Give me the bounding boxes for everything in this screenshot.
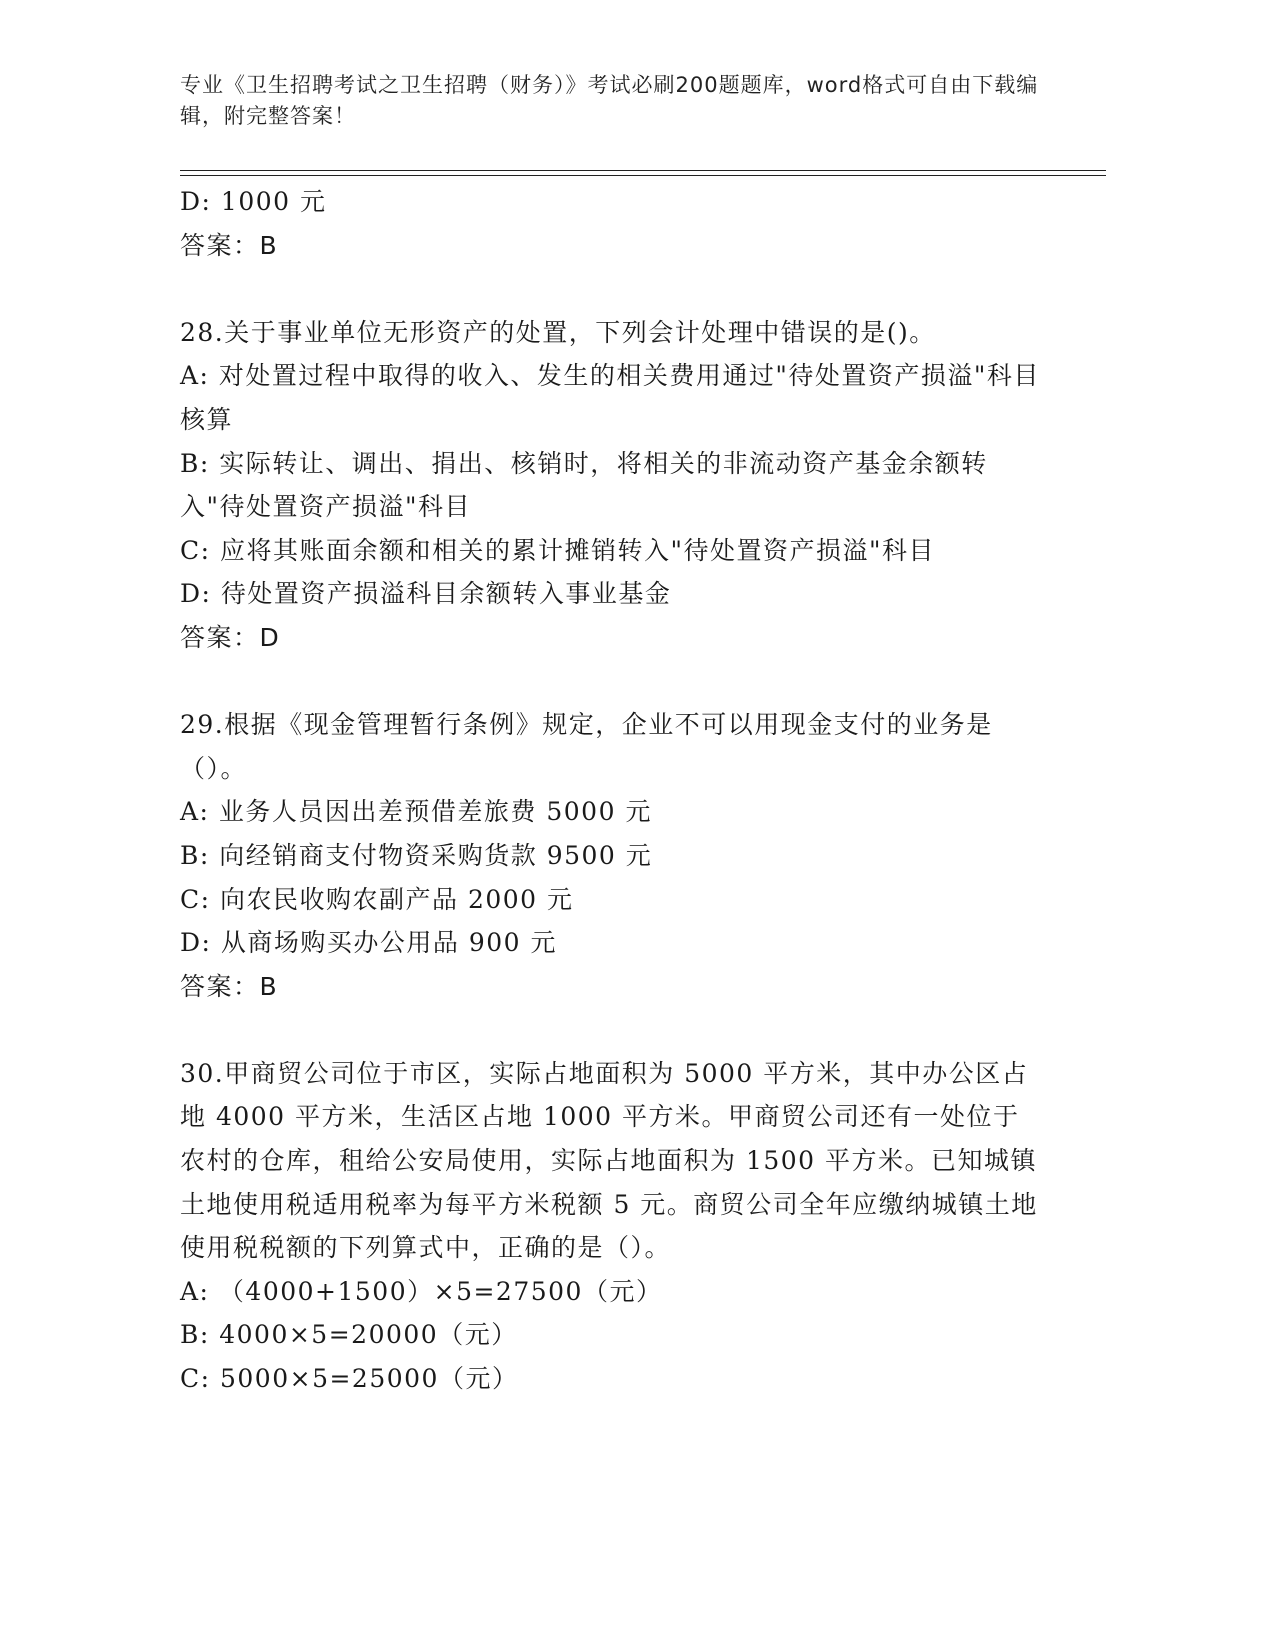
- option-a: A: （4000+1500）×5=27500（元）: [180, 1276, 663, 1306]
- spacer: [180, 267, 1040, 311]
- option-c: C: 应将其账面余额和相关的累计摊销转入"待处置资产损溢"科目: [180, 535, 935, 565]
- option-d: D: 1000 元: [180, 187, 327, 216]
- option-b: B: 向经销商支付物资采购货款 9500 元: [180, 840, 653, 870]
- spacer: [180, 660, 1040, 704]
- spacer: [180, 1008, 1040, 1052]
- option-b: B: 4000×5=20000（元）: [180, 1320, 518, 1350]
- header-rule-bottom: [180, 175, 1106, 176]
- question-29: [180, 703, 1040, 1008]
- question-stem: 30.甲商贸公司位于市区，实际占地面积为 5000 平方米，其中办公区占地 4000 平方米，生活区占地 1000 平方米。甲商贸公司还有一处位于农村的仓库，租给公安局使用，实际占地面积为 1500 平方米。已知城镇土地使用税适用税率为每平方米税额 5 元。商贸公司全年应缴纳城镇土地使用税税额的下列算式中，正确的是（）。: [180, 1058, 1038, 1263]
- question-stem: 28.关于事业单位无形资产的处置，下列会计处理中错误的是()。: [180, 317, 936, 347]
- answer-line: 答案：D: [180, 622, 281, 652]
- option-c: C: 向农民收购农副产品 2000 元: [180, 884, 574, 914]
- header-rule-top: [180, 170, 1106, 171]
- option-b: B: 实际转让、调出、捐出、核销时，将相关的非流动资产基金余额转入"待处置资产损溢"科目: [180, 448, 988, 522]
- document-body: [180, 180, 1040, 1401]
- previous-question-tail: [180, 180, 1040, 267]
- question-28: [180, 311, 1040, 660]
- option-c: C: 5000×5=25000（元）: [180, 1364, 519, 1394]
- question-stem: 29.根据《现金管理暂行条例》规定，企业不可以用现金支付的业务是（）。: [180, 710, 993, 783]
- option-a: A: 业务人员因出差预借差旅费 5000 元: [180, 797, 652, 827]
- option-d: D: 从商场购买办公用品 900 元: [180, 928, 558, 958]
- option-a: A: 对处置过程中取得的收入、发生的相关费用通过"待处置资产损溢"科目核算: [180, 361, 1040, 434]
- page-header: [180, 70, 1040, 132]
- header-text: 专业《卫生招聘考试之卫生招聘（财务）》考试必刷200题题库，word格式可自由下载编辑，附完整答案！: [180, 73, 1039, 128]
- option-d: D: 待处置资产损溢科目余额转入事业基金: [180, 579, 672, 609]
- question-30: [180, 1052, 1040, 1401]
- answer-line: 答案：B: [180, 230, 279, 260]
- answer-line: 答案：B: [180, 971, 279, 1001]
